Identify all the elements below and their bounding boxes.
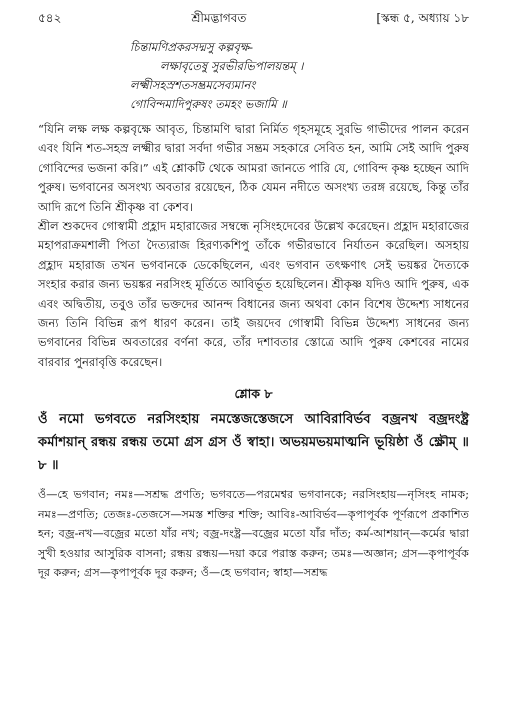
verse-line: লক্ষ্মীসহস্রশতসম্ভ্রমসেব্যমানং xyxy=(130,78,256,92)
chapter-reference: [স্কন্ধ ৫, অধ্যায় ১৮ xyxy=(376,11,469,25)
verse-quote xyxy=(130,38,469,114)
page-number: ৫৪২ xyxy=(38,11,62,25)
word-meanings: ওঁ—হে ভগবান; নমঃ—সশ্রদ্ধ প্রণতি; ভগবতে—পরমেশ্বর ভগবানকে; নরসিংহায়—নৃসিংহ নামক; নমঃ—প্রণতি; তেজঃ-তেজসে—সমস্ত শক্তির শক্তি; আবিঃ-আবির্ভব—কৃপাপূর্বক পূর্ণরূপে প্রকাশিত হন; বজ্র-নখ—বজ্রের মতো যাঁর নখ; বজ্র-দংষ্ট্র—বজ্রের মতো যাঁর দাঁত; কর্ম-আশয়ান্—কর্মের দ্বারা সুখী হওয়ার আসুরিক বাসনা; রন্ধয় রন্ধয়—দয়া করে পরাস্ত করুন; তমঃ—অজ্ঞান; গ্রস—কৃপাপূর্বক দূর করুন; গ্রস—কৃপাপূর্বক দূর করুন; ওঁ—হে ভগবান; স্বাহা—সশ্রদ্ধ xyxy=(38,488,469,579)
purport-paragraph: শ্রীল শুকদেব গোস্বামী প্রহ্লাদ মহারাজের সম্বন্ধে নৃসিংহদেবের উল্লেখ করেছেন। প্রহ্লাদ মহারাজের মহাপরাক্রমশালী পিতা দৈত্যরাজ হিরণ্যকশিপু তাঁকে গভীরভাবে নির্যাতন করেছিল। অসহায় প্রহ্লাদ মহারাজ তখন ভগবানকে ডেকেছিলেন, এবং ভগবান তৎক্ষণাৎ সেই ভয়ঙ্কর দৈত্যকে সংহার করার জন্য ভয়ঙ্কর নরসিংহ মূর্তিতে আবির্ভূত হয়েছিলেন। শ্রীকৃষ্ণ যদিও আদি পুরুষ, এক এবং অদ্বিতীয়, তবুও তাঁর ভক্তদের আনন্দ বিধানের জন্য অথবা কোন বিশেষ উদ্দেশ্য সাধনের জন্য তিনি বিভিন্ন রূপ ধারণ করেন। তাই জয়দেব গোস্বামী বিভিন্ন উদ্দেশ্য সাধনের জন্য ভগবানের বিভিন্ন অবতারের বর্ণনা করে, তাঁর দশাবতার স্তোত্রে আদি পুরুষ কেশবের নামের বারবার পুনরাবৃত্তি করেছেন। xyxy=(38,219,469,369)
shloka-heading: শ্লোক ৮ xyxy=(234,386,273,402)
verse-line: চিন্তামণিপ্রকরসদ্মসু কল্পবৃক্ষ- xyxy=(130,40,254,54)
verse-line: লক্ষাবৃতেষু সুরভীরভিপালয়ন্তম্ । xyxy=(160,59,304,73)
purport-paragraph: “যিনি লক্ষ লক্ষ কল্পবৃক্ষে আবৃত, চিন্তামণি দ্বারা নির্মিত গৃহসমূহে সুরভি গাভীদের পালন করেন এবং যিনি শত-সহস্র লক্ষ্মীর দ্বারা সর্বদা গভীর সম্ভ্রম সহকারে সেবিত হন, আমি সেই আদি পুরুষ গোবিন্দের ভজনা করি।” এই শ্লোকটি থেকে আমরা জানতে পারি যে, গোবিন্দ কৃষ্ণ হচ্ছেন আদি পুরুষ। ভগবানের অসংখ্য অবতার রয়েছেন, ঠিক যেমন নদীতে অসংখ্য তরঙ্গ রয়েছে, কিন্তু তাঁর আদি রূপে তিনি শ্রীকৃষ্ণ বা কেশব। xyxy=(38,122,469,214)
shloka-text: ওঁ নমো ভগবতে নরসিংহায় নমস্তেজস্তেজসে আবিরাবির্ভব বজ্রনখ বজ্রদংষ্ট্র কর্মাশয়ান্ রন্ধয় রন্ধয় তমো গ্রস গ্রস ওঁ স্বাহা। অভয়মভয়মাত্মনি ভূয়িষ্ঠা ওঁ ক্ষ্রৌম্ ॥ ৮ ॥ xyxy=(38,412,469,474)
verse-line: গোবিন্দমাদিপুরুষং তমহং ভজামি ॥ xyxy=(130,97,287,111)
page-header xyxy=(38,10,469,30)
book-title: শ্রীমদ্ভাগবত xyxy=(191,11,247,25)
